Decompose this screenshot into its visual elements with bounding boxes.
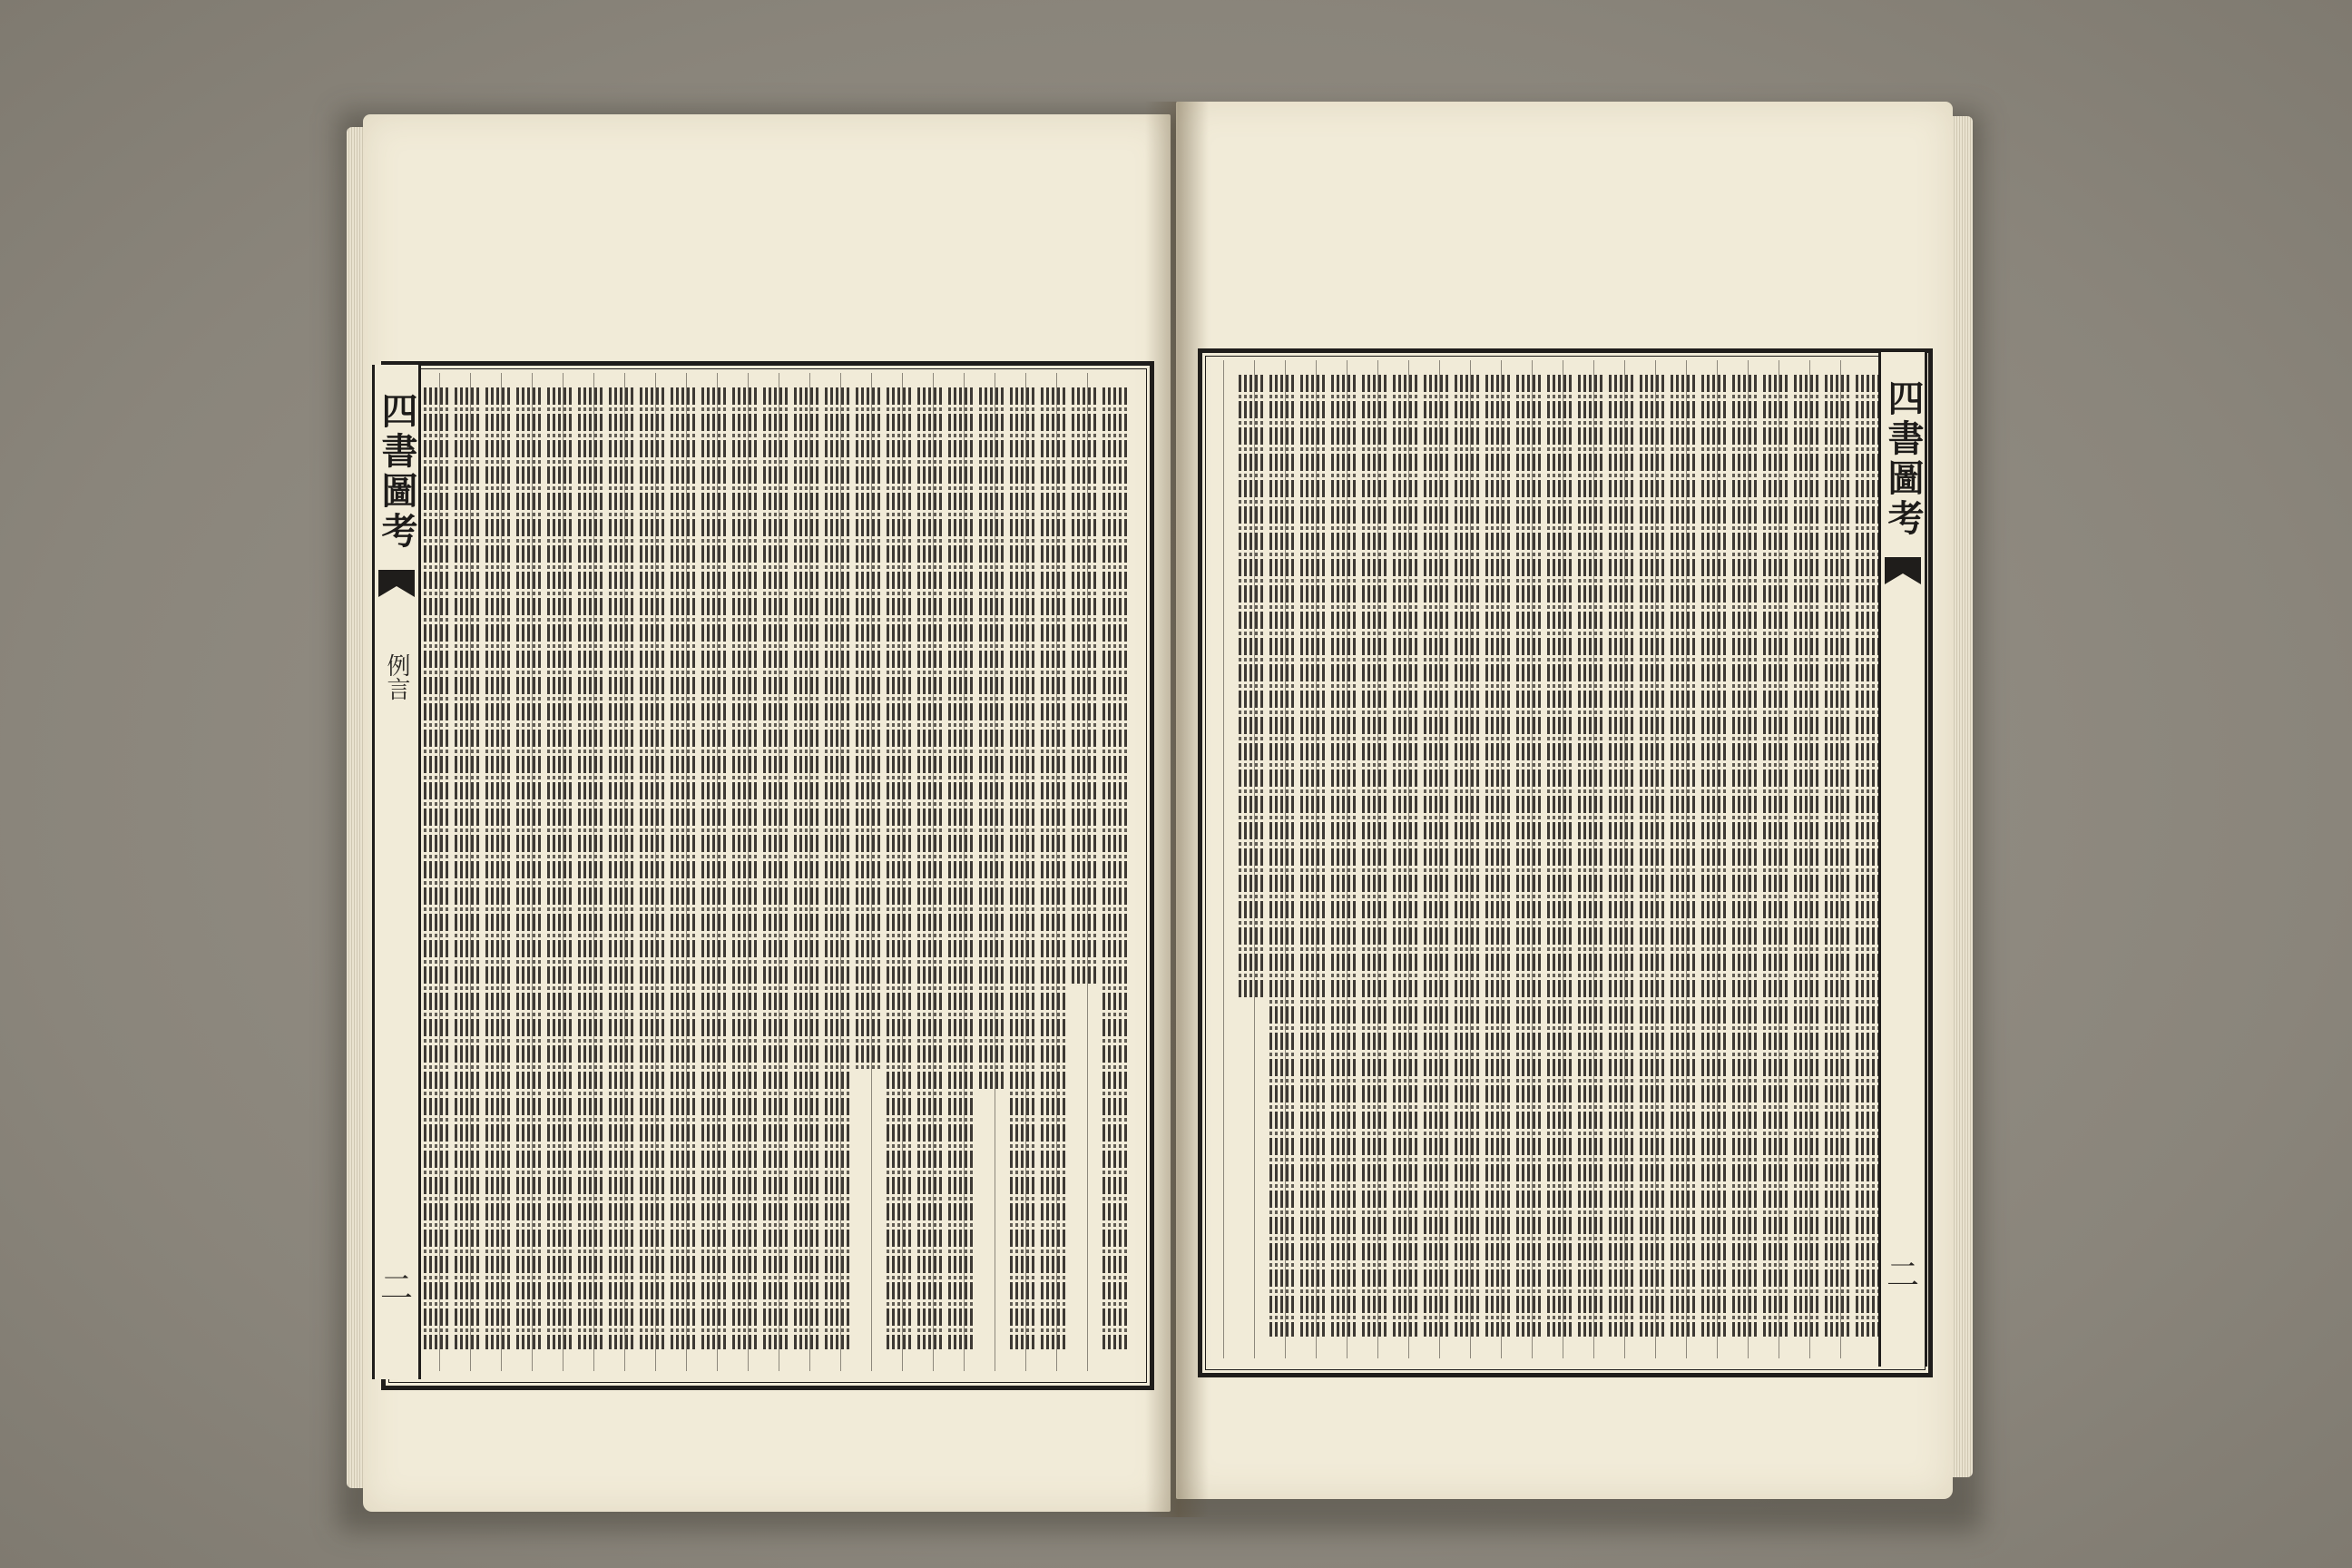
text-column [1825,375,1850,1337]
left-banner-subtitle: 例言 [383,653,410,701]
text-column [424,387,449,1349]
text-column [1072,387,1097,984]
right-text-frame [1198,348,1933,1377]
text-column [917,387,943,1349]
text-column [1485,375,1511,1337]
text-column [516,387,542,1349]
text-column [1424,375,1449,1337]
text-column [1640,375,1665,1337]
left-page-banner [372,365,421,1379]
column-rule [1223,360,1224,1358]
text-column [1300,375,1326,1337]
text-column [1102,387,1128,1349]
text-column [455,387,480,1349]
text-column [1239,375,1264,1000]
fish-tail-ornament-icon [378,570,415,597]
text-column [701,387,727,1349]
text-column [640,387,665,1349]
text-column [856,387,881,1071]
right-banner-title: 四書圖考 [1882,379,1925,539]
text-column [1455,375,1480,1337]
left-banner-title: 四書圖考 [376,392,418,552]
fish-tail-ornament-icon [1885,557,1921,584]
text-column [1516,375,1542,1337]
text-column [825,387,850,1349]
text-column [609,387,634,1349]
text-column [1763,375,1788,1337]
text-column [1578,375,1603,1337]
text-column [1393,375,1418,1337]
text-column [1856,375,1881,1337]
text-column [887,387,912,1349]
text-column [1609,375,1634,1337]
text-column [1269,375,1295,1337]
text-column [979,387,1004,1090]
right-page-number: 二 [1886,1257,1920,1294]
text-column [547,387,573,1349]
text-column [1041,387,1066,1349]
right-page-banner [1878,352,1927,1367]
text-column [1671,375,1696,1337]
text-column [671,387,696,1349]
text-column [1794,375,1819,1337]
text-column [1732,375,1758,1337]
text-column [1547,375,1573,1337]
text-column [1701,375,1727,1337]
text-column [1331,375,1357,1337]
text-column [732,387,758,1349]
text-column [1362,375,1387,1337]
text-column [763,387,789,1349]
text-column [578,387,603,1349]
text-column [948,387,974,1349]
left-text-frame [381,361,1154,1390]
text-column [485,387,511,1349]
text-column [1010,387,1035,1349]
left-page-number: 二 [380,1269,414,1307]
text-column [794,387,819,1349]
